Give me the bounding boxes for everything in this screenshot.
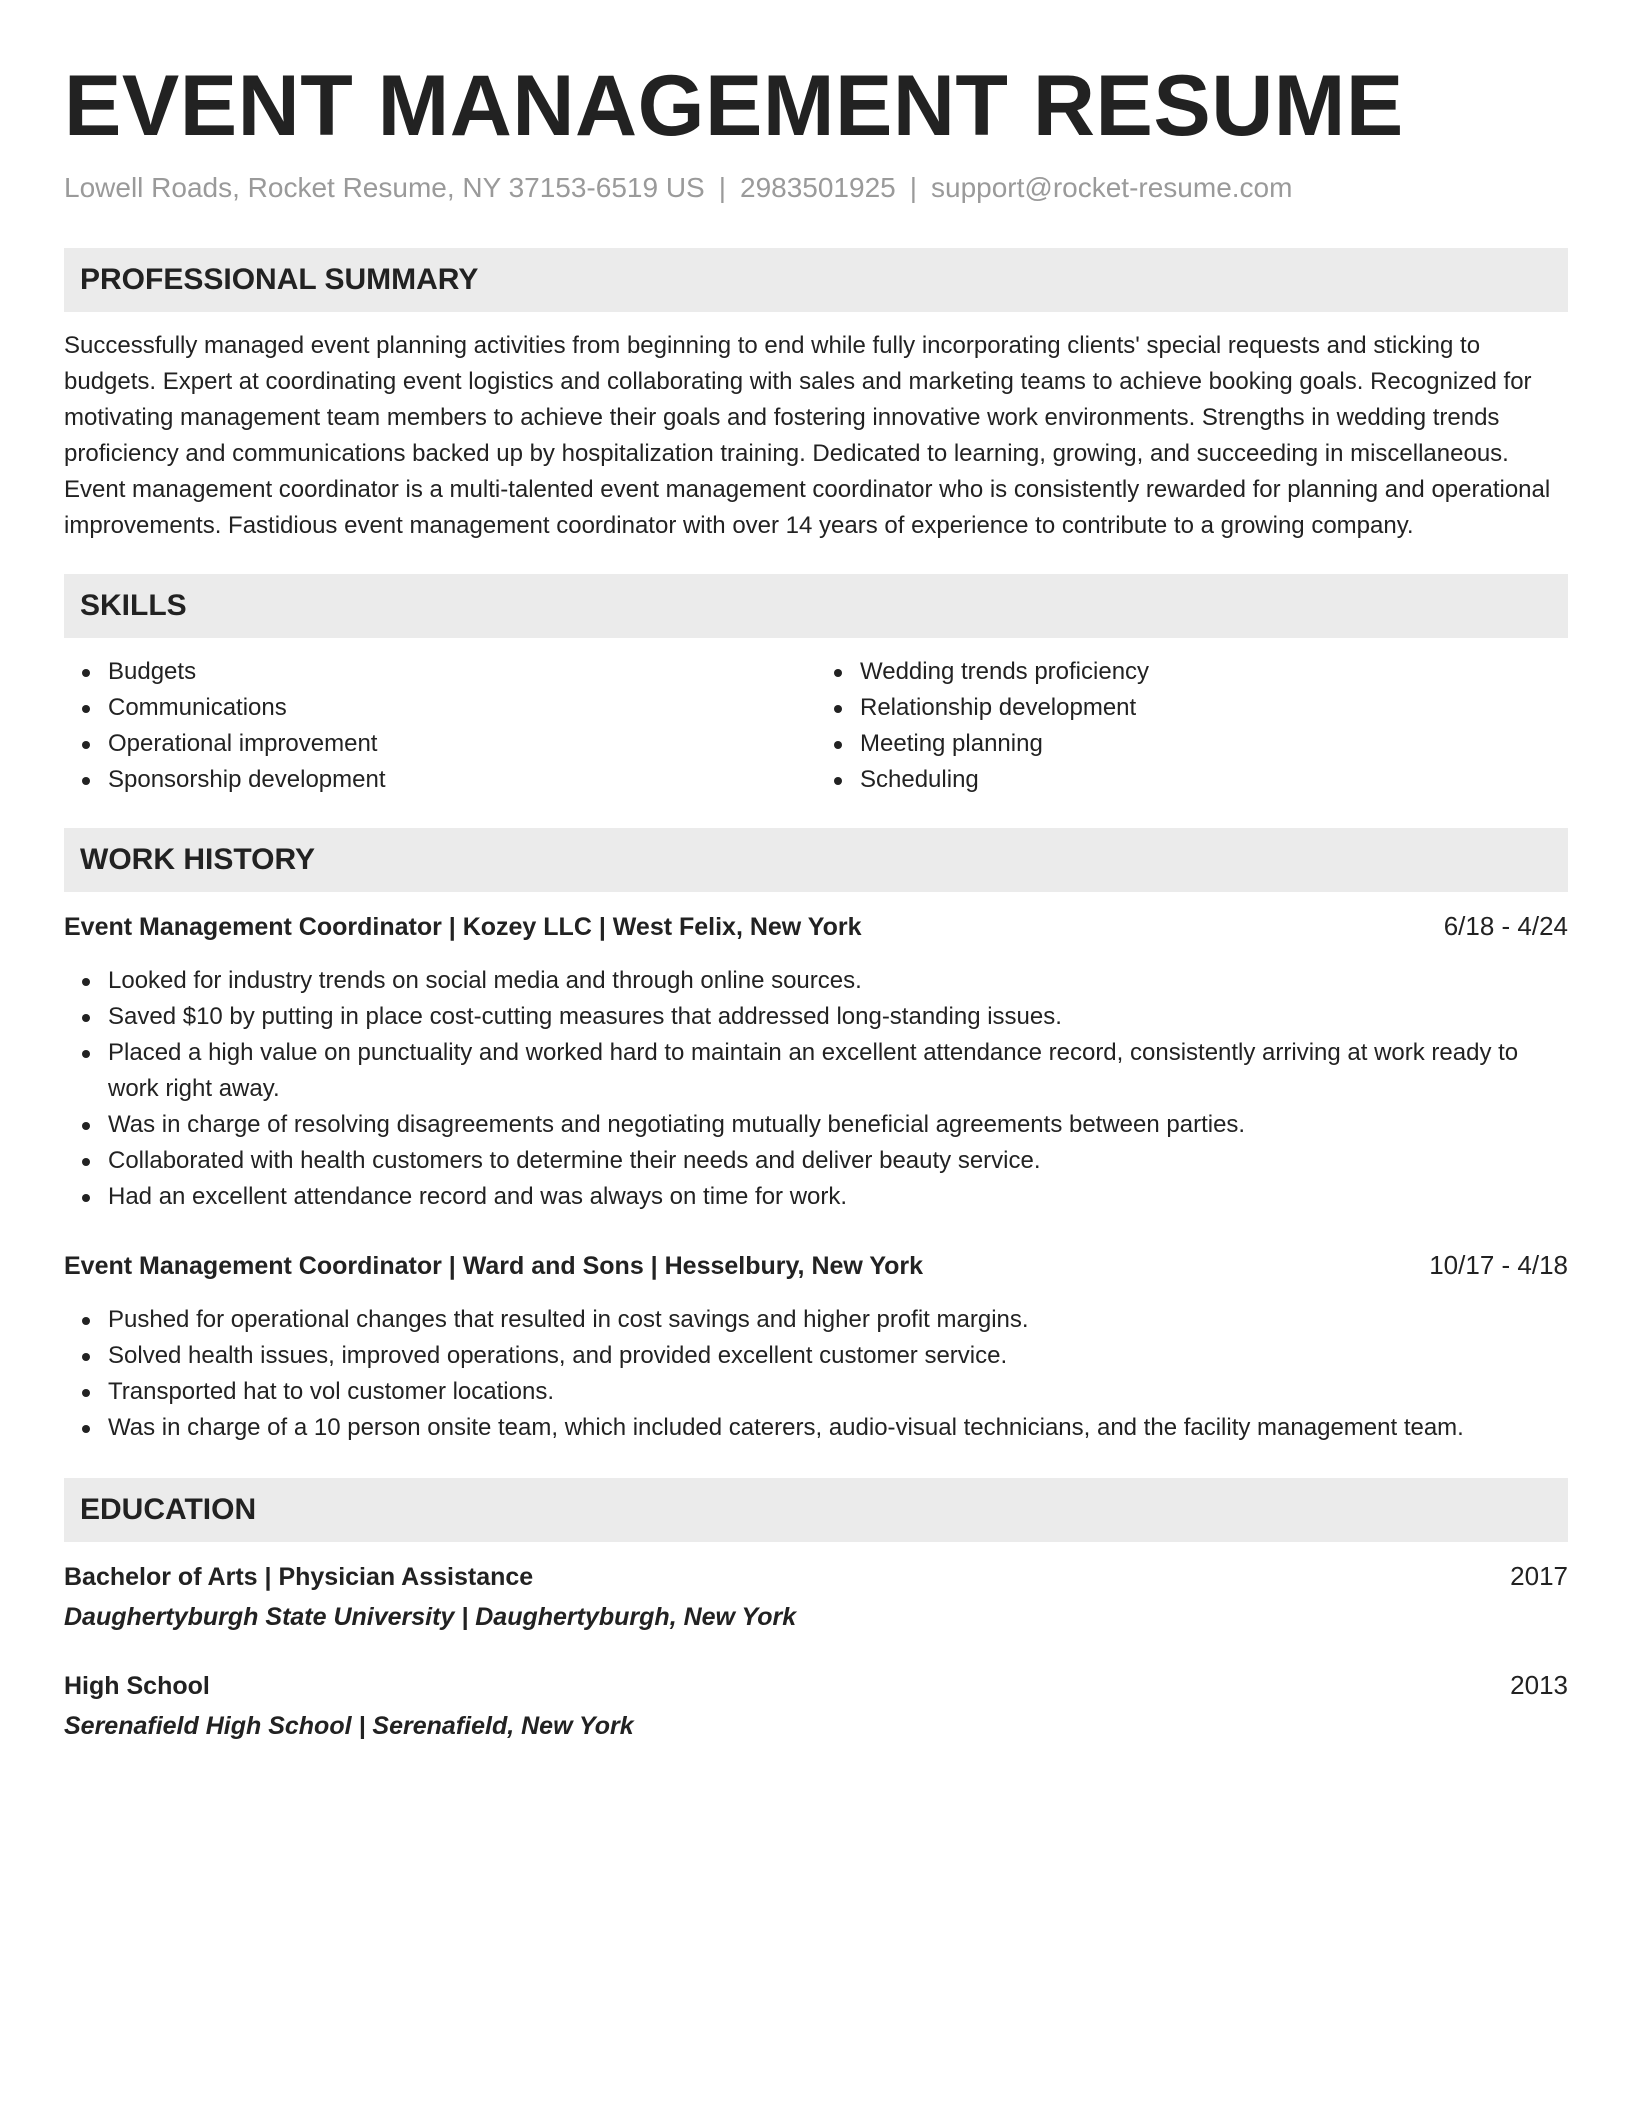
skill-item: Meeting planning — [860, 726, 1568, 762]
job-bullet: Was in charge of resolving disagreements and negotiating mutually beneficial agreements between parties. — [108, 1107, 1568, 1143]
contact-phone: 2983501925 — [740, 172, 896, 203]
job-bullet: Looked for industry trends on social media and through online sources. — [108, 963, 1568, 999]
job-dates: 10/17 - 4/18 — [1429, 1250, 1568, 1280]
education-degree: High School — [64, 1672, 210, 1700]
job-bullet: Transported hat to vol customer locations. — [108, 1374, 1568, 1410]
job-title: Event Management Coordinator | Kozey LLC | West Felix, New York — [64, 913, 862, 941]
education-year: 2013 — [1510, 1670, 1568, 1700]
skills-column-right — [816, 654, 1568, 798]
section-heading-education: EDUCATION — [64, 1478, 1568, 1542]
resume-title: EVENT MANAGEMENT RESUME — [64, 58, 1404, 154]
job-entry — [64, 1247, 1568, 1446]
contact-line — [64, 170, 1568, 206]
skills-grid — [64, 654, 1568, 798]
section-heading-skills: SKILLS — [64, 574, 1568, 638]
contact-separator: | — [909, 172, 918, 203]
job-bullet: Pushed for operational changes that resulted in cost savings and higher profit margins. — [108, 1302, 1568, 1338]
job-bullets — [64, 1302, 1568, 1446]
job-dates: 6/18 - 4/24 — [1443, 911, 1568, 941]
job-bullet: Collaborated with health customers to determine their needs and deliver beauty service. — [108, 1143, 1568, 1179]
skill-item: Relationship development — [860, 690, 1568, 726]
skill-item: Operational improvement — [108, 726, 816, 762]
education-entry — [64, 1558, 1568, 1635]
job-entry — [64, 908, 1568, 1215]
section-heading-summary: PROFESSIONAL SUMMARY — [64, 248, 1568, 312]
contact-address: Lowell Roads, Rocket Resume, NY 37153-6519 US — [64, 172, 705, 203]
skill-item: Communications — [108, 690, 816, 726]
skill-item: Wedding trends proficiency — [860, 654, 1568, 690]
job-bullet: Had an excellent attendance record and was always on time for work. — [108, 1179, 1568, 1215]
skills-column-left — [64, 654, 816, 798]
job-bullet: Saved $10 by putting in place cost-cutting measures that addressed long-standing issues. — [108, 999, 1568, 1035]
education-degree: Bachelor of Arts | Physician Assistance — [64, 1563, 534, 1591]
job-bullet: Placed a high value on punctuality and worked hard to maintain an excellent attendance record, consistently arriving at work ready to work right away. — [108, 1035, 1568, 1107]
contact-separator: | — [718, 172, 726, 203]
education-school: Serenafield High School | Serenafield, New York — [64, 1712, 634, 1740]
education-entry — [64, 1667, 1568, 1744]
skill-item: Scheduling — [860, 762, 1568, 798]
skill-item: Budgets — [108, 654, 816, 690]
education-header — [64, 1667, 1568, 1704]
contact-email: support@rocket-resume.com — [931, 172, 1293, 203]
resume-page — [64, 0, 1568, 1744]
job-bullet: Solved health issues, improved operations, and provided excellent customer service. — [108, 1338, 1568, 1374]
job-header — [64, 1247, 1568, 1284]
section-heading-work: WORK HISTORY — [64, 828, 1568, 892]
education-school: Daughertyburgh State University | Daughertyburgh, New York — [64, 1603, 797, 1631]
summary-text: Successfully managed event planning activities from beginning to end while fully incorporating clients' special requests and sticking to budgets. Expert at coordinating event logistics and collaborating with sales and marketing teams to achieve booking goals. Recognized for motivating management team members to achieve their goals and fostering innovative work environments. Strengths in wedding trends proficiency and communications backed up by hospitalization training. Dedicated to learning, growing, and succeeding in miscellaneous. Event management coordinator is a multi-talented event management coordinator who is consistently rewarded for planning and operational improvements. Fastidious event management coordinator with over 14 years of experience to contribute to a growing company. — [64, 332, 1551, 539]
job-header — [64, 908, 1568, 945]
education-year: 2017 — [1510, 1561, 1568, 1591]
job-bullet: Was in charge of a 10 person onsite team, which included caterers, audio-visual technicians, and the facility management team. — [108, 1410, 1568, 1446]
job-title: Event Management Coordinator | Ward and Sons | Hesselbury, New York — [64, 1252, 924, 1280]
job-bullets — [64, 963, 1568, 1215]
education-header — [64, 1558, 1568, 1595]
skill-item: Sponsorship development — [108, 762, 816, 798]
